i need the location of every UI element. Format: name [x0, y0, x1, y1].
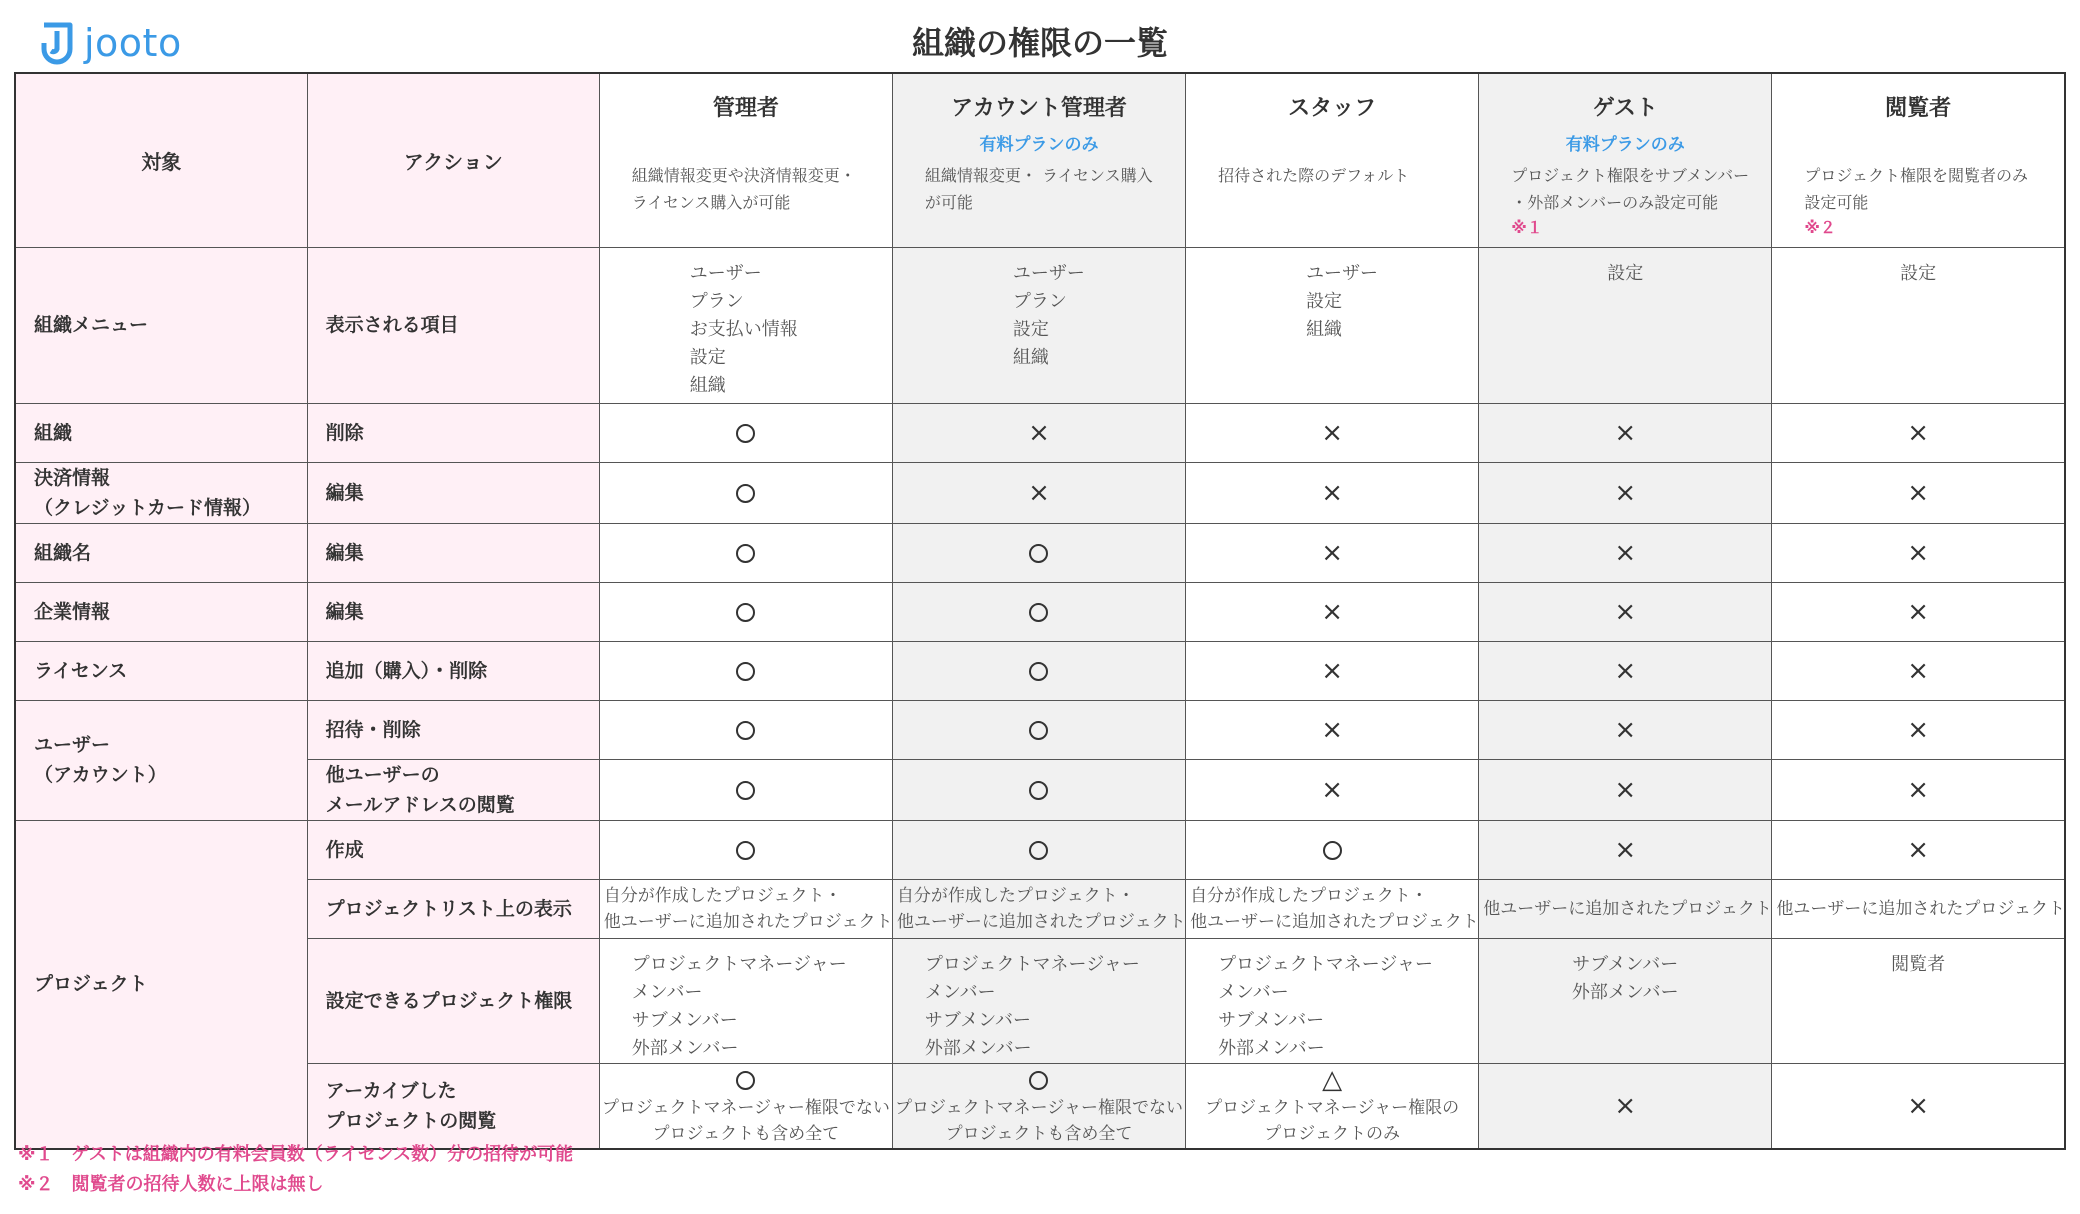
list-item: メンバー — [1218, 981, 1289, 1003]
archive-viewer — [1772, 1063, 2065, 1149]
permission-mark-cell — [892, 700, 1185, 759]
list-display-text: 他ユーザーに追加されたプロジェクト — [603, 911, 893, 932]
target-cell: 企業情報 — [15, 582, 307, 641]
list-display-guest — [1479, 879, 1772, 938]
permission-mark-cell — [1772, 700, 2065, 759]
allowed-mark — [736, 484, 755, 503]
list-display-staff — [1186, 879, 1479, 938]
header-role-admin — [599, 73, 892, 247]
list-item: サブメンバー — [924, 1009, 1031, 1031]
action-cell: 招待・削除 — [307, 700, 599, 759]
allowed-mark — [1029, 1071, 1048, 1090]
allowed-mark — [1029, 544, 1048, 563]
permission-mark-cell — [1479, 582, 1772, 641]
target-cell: プロジェクト — [15, 820, 307, 1149]
role-description: プロジェクト権限を閲覧者のみ 設定可能 — [1804, 166, 2029, 213]
perm-list-account-admin — [892, 938, 1185, 1063]
row-user-invite — [15, 700, 2065, 759]
menu-items-guest — [1479, 247, 1772, 403]
action-cell: プロジェクトリスト上の表示 — [307, 879, 599, 938]
allowed-mark — [1029, 721, 1048, 740]
permission-mark-cell — [1479, 523, 1772, 582]
page-title: 組織の権限の一覧 — [911, 24, 1168, 62]
denied-mark: × — [1028, 477, 1050, 508]
menu-items-staff — [1186, 247, 1479, 403]
list-item: サブメンバー — [1218, 1009, 1325, 1031]
permission-mark-cell — [1186, 759, 1479, 820]
denied-mark: × — [1028, 417, 1050, 448]
action-cell: 表示される項目 — [307, 247, 599, 403]
action-cell: 設定できるプロジェクト権限 — [307, 938, 599, 1063]
role-name: ゲスト — [1592, 96, 1658, 122]
action-cell: 削除 — [307, 403, 599, 462]
action-cell: 追加（購入）・削除 — [307, 641, 599, 700]
list-item: プラン — [689, 290, 744, 312]
permission-mark-cell — [1186, 523, 1479, 582]
permission-table — [14, 72, 2066, 1150]
permission-mark-cell — [892, 403, 1185, 462]
role-description: プロジェクト権限をサブメンバー ・外部メンバーのみ設定可能 — [1511, 166, 1750, 213]
action-cell: アーカイブした プロジェクトの閲覧 — [307, 1063, 599, 1149]
denied-mark: × — [1614, 417, 1637, 448]
paid-plan-badge — [1186, 130, 1478, 150]
permission-mark-cell — [1772, 641, 2065, 700]
row-project-archive — [15, 1063, 2065, 1149]
permission-mark-cell — [1479, 759, 1772, 820]
list-item: 設定 — [1012, 318, 1049, 340]
list-item: ユーザー — [689, 262, 762, 284]
permission-mark-cell — [1186, 403, 1479, 462]
permission-mark-cell — [599, 462, 892, 523]
denied-mark: × — [1907, 834, 1930, 865]
denied-mark: × — [1614, 537, 1637, 568]
denied-mark: × — [1321, 596, 1344, 627]
target-cell: ライセンス — [15, 641, 307, 700]
permission-mark-cell — [1186, 820, 1479, 879]
partial-mark: △ — [1322, 1064, 1343, 1095]
list-item: 外部メンバー — [1571, 981, 1679, 1003]
allowed-mark — [1029, 781, 1048, 800]
permission-mark-cell — [1479, 820, 1772, 879]
list-display-viewer — [1772, 879, 2065, 938]
header-target: 対象 — [15, 73, 307, 247]
header-role-account-admin — [892, 73, 1185, 247]
list-item: ユーザー — [1012, 262, 1085, 284]
footnote-1: ※１ ゲストは組織内の有料会員数（ライセンス数）分の招待が可能 — [18, 1144, 574, 1165]
denied-mark: × — [1614, 655, 1637, 686]
action-cell: 編集 — [307, 582, 599, 641]
permission-mark-cell — [892, 641, 1185, 700]
denied-mark: × — [1614, 834, 1637, 865]
allowed-mark — [736, 721, 755, 740]
list-display-text: 他ユーザーに追加されたプロジェクト — [896, 911, 1186, 932]
list-item: メンバー — [631, 981, 703, 1003]
header-action: アクション — [307, 73, 599, 247]
allowed-mark — [1029, 662, 1048, 681]
permission-mark-cell — [892, 462, 1185, 523]
allowed-mark — [736, 424, 755, 443]
denied-mark: × — [1907, 477, 1930, 508]
action-cell: 他ユーザーの メールアドレスの閲覧 — [307, 759, 599, 820]
denied-mark: × — [1907, 1090, 1930, 1121]
row-company-edit — [15, 582, 2065, 641]
list-display-text: 自分が作成したプロジェクト・ — [896, 885, 1135, 906]
header-role-viewer — [1772, 73, 2065, 247]
list-item: お支払い情報 — [689, 318, 798, 340]
denied-mark: × — [1321, 774, 1344, 805]
permission-mark-cell — [599, 759, 892, 820]
allowed-mark — [736, 781, 755, 800]
role-name: 管理者 — [712, 96, 779, 122]
permission-mark-cell — [1186, 462, 1479, 523]
perm-list-admin — [599, 938, 892, 1063]
denied-mark: × — [1321, 417, 1344, 448]
header-role-guest — [1479, 73, 1772, 247]
list-item: 設定 — [1306, 290, 1343, 312]
list-item: プロジェクトマネージャー — [924, 953, 1140, 975]
permission-mark-cell — [892, 820, 1185, 879]
target-cell: 決済情報 （クレジットカード情報） — [15, 462, 307, 523]
row-org-menu — [15, 247, 2065, 403]
denied-mark: × — [1907, 655, 1930, 686]
archive-note: プロジェクトマネージャー権限でない — [895, 1097, 1183, 1118]
archive-note: プロジェクトのみ — [1264, 1123, 1400, 1144]
permission-mark-cell — [1772, 759, 2065, 820]
permission-mark-cell — [1479, 641, 1772, 700]
denied-mark: × — [1907, 774, 1930, 805]
list-item: 閲覧者 — [1891, 953, 1946, 975]
role-description: 組織情報変更や決済情報変更・ ライセンス購入が可能 — [631, 166, 856, 213]
menu-items-admin — [599, 247, 892, 403]
permission-mark-cell — [599, 403, 892, 462]
archive-staff — [1186, 1063, 1479, 1149]
perm-list-staff — [1186, 938, 1479, 1063]
list-display-text: 他ユーザーに追加されたプロジェクト — [1483, 898, 1772, 919]
allowed-mark — [736, 1071, 755, 1090]
list-item: プロジェクトマネージャー — [1218, 953, 1433, 975]
perm-list-viewer — [1772, 938, 2065, 1063]
list-item: 外部メンバー — [924, 1037, 1032, 1059]
role-footnote-ref: ※２ — [1804, 218, 1836, 238]
list-display-account-admin — [892, 879, 1185, 938]
row-project-list — [15, 879, 2065, 938]
target-cell: ユーザー （アカウント） — [15, 700, 307, 820]
action-cell: 作成 — [307, 820, 599, 879]
list-item: プロジェクトマネージャー — [631, 953, 847, 975]
permission-mark-cell — [1772, 820, 2065, 879]
perm-list-guest — [1479, 938, 1772, 1063]
permission-mark-cell — [1772, 403, 2065, 462]
permission-mark-cell — [1479, 700, 1772, 759]
list-display-text: 他ユーザーに追加されたプロジェクト — [1190, 911, 1479, 932]
permission-mark-cell — [1186, 700, 1479, 759]
list-display-text: 自分が作成したプロジェクト・ — [1190, 885, 1428, 906]
row-project-permissions — [15, 938, 2065, 1063]
list-item: 設定 — [689, 346, 726, 368]
list-item: メンバー — [924, 981, 996, 1003]
row-user-email — [15, 759, 2065, 820]
target-cell: 組織名 — [15, 523, 307, 582]
target-cell: 組織 — [15, 403, 307, 462]
allowed-mark — [1029, 841, 1048, 860]
archive-note: プロジェクトも含め全て — [945, 1123, 1133, 1144]
allowed-mark — [1323, 841, 1342, 860]
permission-mark-cell — [599, 641, 892, 700]
denied-mark: × — [1614, 774, 1637, 805]
permission-mark-cell — [599, 820, 892, 879]
row-billing-edit — [15, 462, 2065, 523]
logo-text: jooto — [84, 21, 182, 65]
paid-plan-badge: 有料プランのみ — [1565, 135, 1685, 156]
action-cell: 編集 — [307, 462, 599, 523]
action-cell: 編集 — [307, 523, 599, 582]
allowed-mark — [736, 662, 755, 681]
archive-guest — [1479, 1063, 1772, 1149]
permission-mark-cell — [1479, 462, 1772, 523]
denied-mark: × — [1614, 477, 1637, 508]
permission-mark-cell — [599, 523, 892, 582]
role-description: 組織情報変更・ ライセンス購入 が可能 — [924, 166, 1153, 213]
list-item: プラン — [1012, 290, 1067, 312]
archive-admin — [599, 1063, 892, 1149]
archive-note: プロジェクトマネージャー権限の — [1205, 1097, 1460, 1118]
row-orgname-edit — [15, 523, 2065, 582]
permission-mark-cell — [1186, 582, 1479, 641]
list-item: 外部メンバー — [631, 1037, 739, 1059]
permission-mark-cell — [1772, 462, 2065, 523]
permission-mark-cell — [892, 523, 1185, 582]
permission-mark-cell — [599, 582, 892, 641]
list-display-text: 他ユーザーに追加されたプロジェクト — [1776, 898, 2066, 919]
header-row — [15, 73, 2065, 247]
role-name: 閲覧者 — [1885, 96, 1952, 122]
archive-note: プロジェクトマネージャー権限でない — [601, 1097, 890, 1118]
archive-account-admin — [892, 1063, 1185, 1149]
menu-items-account-admin — [892, 247, 1185, 403]
denied-mark: × — [1907, 537, 1930, 568]
header-role-staff — [1186, 73, 1479, 247]
allowed-mark — [736, 841, 755, 860]
role-description: 招待された際のデフォルト — [1218, 166, 1410, 186]
permission-mark-cell — [892, 759, 1185, 820]
denied-mark: × — [1614, 1090, 1637, 1121]
role-name: アカウント管理者 — [951, 96, 1127, 122]
permission-mark-cell — [1479, 403, 1772, 462]
denied-mark: × — [1321, 714, 1344, 745]
role-footnote-ref: ※１ — [1511, 218, 1543, 238]
list-item: 設定 — [1900, 262, 1937, 284]
paid-plan-badge: 有料プランのみ — [979, 135, 1099, 156]
permission-mark-cell — [1772, 523, 2065, 582]
paid-plan-badge — [1772, 130, 2064, 150]
denied-mark: × — [1907, 714, 1930, 745]
denied-mark: × — [1907, 596, 1930, 627]
archive-note: プロジェクトも含め全て — [652, 1123, 840, 1144]
permission-mark-cell — [892, 582, 1185, 641]
permission-mark-cell — [599, 700, 892, 759]
denied-mark: × — [1614, 596, 1637, 627]
row-project-create — [15, 820, 2065, 879]
row-org-delete — [15, 403, 2065, 462]
list-item: 外部メンバー — [1218, 1037, 1325, 1059]
menu-items-viewer — [1772, 247, 2065, 403]
list-display-admin — [599, 879, 892, 938]
permission-mark-cell — [1186, 641, 1479, 700]
paid-plan-badge — [600, 130, 892, 150]
list-item: ユーザー — [1306, 262, 1379, 284]
row-license — [15, 641, 2065, 700]
list-item: 設定 — [1607, 262, 1644, 284]
footnote-2: ※２ 閲覧者の招待人数に上限は無し — [18, 1174, 324, 1195]
list-item: 組織 — [689, 374, 726, 396]
allowed-mark — [736, 544, 755, 563]
denied-mark: × — [1907, 417, 1930, 448]
list-item: サブメンバー — [631, 1009, 738, 1031]
list-item: サブメンバー — [1572, 953, 1679, 975]
list-item: 組織 — [1012, 346, 1049, 368]
denied-mark: × — [1321, 537, 1344, 568]
denied-mark: × — [1614, 714, 1637, 745]
list-item: 組織 — [1306, 318, 1343, 340]
target-cell: 組織メニュー — [15, 247, 307, 403]
allowed-mark — [1029, 603, 1048, 622]
role-name: スタッフ — [1288, 96, 1377, 122]
permission-mark-cell — [1772, 582, 2065, 641]
denied-mark: × — [1321, 477, 1344, 508]
denied-mark: × — [1321, 655, 1344, 686]
allowed-mark — [736, 603, 755, 622]
list-display-text: 自分が作成したプロジェクト・ — [603, 885, 842, 906]
